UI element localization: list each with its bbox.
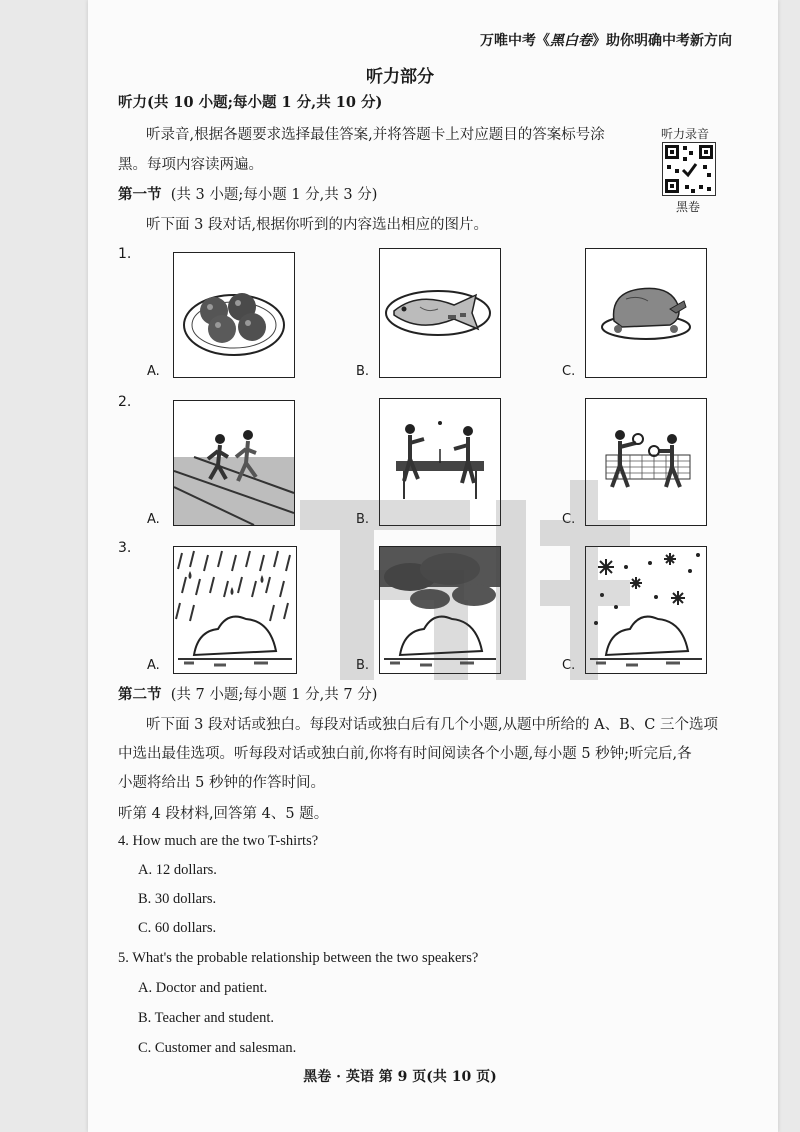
question-number: 1. — [118, 246, 132, 262]
instructions-line2: 黑。每项内容读两遍。 — [118, 157, 263, 173]
tennis-icon[interactable] — [585, 398, 707, 526]
snowy-icon[interactable] — [585, 546, 707, 674]
part2-direction-line3: 小题将给出 5 秒钟的作答时间。 — [118, 775, 325, 791]
answer-option[interactable]: B. 30 dollars. — [138, 891, 217, 907]
roast-chicken-icon[interactable] — [585, 248, 707, 378]
answer-option[interactable]: C. 60 dollars. — [138, 920, 217, 936]
header-book-title: 黑白卷 — [550, 33, 592, 49]
part1-detail: (共 3 小题;每小题 1 分,共 3 分) — [170, 187, 378, 203]
option-letter: B. — [356, 658, 370, 673]
option-letter: B. — [356, 512, 370, 527]
part2-direction-line2: 中选出最佳选项。听每段对话或独白前,你将有时间阅读各个小题,每小题 5 秒钟;听完后,各 — [118, 746, 692, 762]
part2-header — [118, 684, 377, 706]
meatballs-icon[interactable] — [173, 252, 295, 378]
option-letter: A. — [147, 512, 160, 527]
answer-option[interactable]: C. Customer and salesman. — [138, 1040, 297, 1056]
part2-detail: (共 7 小题;每小题 1 分,共 7 分) — [170, 687, 378, 703]
option-letter: A. — [147, 364, 160, 379]
part1-direction: 听下面 3 段对话,根据你听到的内容选出相应的图片。 — [146, 217, 489, 233]
header-suffix: 》助你明确中考新方向 — [592, 33, 732, 49]
part1-header — [118, 184, 377, 206]
option-letter: C. — [562, 658, 576, 673]
option-letter: C. — [562, 364, 576, 379]
ping-pong-icon[interactable] — [379, 398, 501, 526]
section-title: 听力部分 — [366, 67, 434, 87]
answer-option[interactable]: A. 12 dollars. — [138, 862, 217, 878]
rainy-icon[interactable] — [173, 546, 297, 674]
page-header — [480, 30, 732, 50]
question-stem: 4. How much are the two T-shirts? — [118, 833, 319, 849]
header-prefix: 万唯中考《 — [480, 33, 550, 49]
option-letter: C. — [562, 512, 576, 527]
page-footer: 黑卷 · 英语 第 9 页(共 10 页) — [303, 1069, 497, 1085]
qr-label: 听力录音 — [661, 127, 710, 141]
part2-direction-line1: 听下面 3 段对话或独白。每段对话或独白后有几个小题,从题中所给的 A、B、C 三个选项 — [146, 717, 718, 733]
running-icon[interactable] — [173, 400, 295, 526]
question-number: 2. — [118, 394, 132, 410]
option-letter: B. — [356, 364, 370, 379]
qr-code-icon[interactable] — [662, 142, 716, 196]
qr-name: 黑卷 — [676, 200, 701, 214]
answer-option[interactable]: B. Teacher and student. — [138, 1010, 275, 1026]
part1-heading: 第一节 — [118, 186, 162, 203]
material-instruction: 听第 4 段材料,回答第 4、5 题。 — [118, 806, 329, 822]
question-stem: 5. What's the probable relationship between the two speakers? — [118, 950, 479, 966]
option-letter: A. — [147, 658, 160, 673]
question-number: 3. — [118, 540, 132, 556]
cloudy-icon[interactable] — [379, 546, 501, 674]
answer-option[interactable]: A. Doctor and patient. — [138, 980, 268, 996]
instructions-line1: 听录音,根据各题要求选择最佳答案,并将答题卡上对应题目的答案标号涂 — [146, 127, 605, 143]
listening-intro: 听力(共 10 小题;每小题 1 分,共 10 分) — [118, 94, 383, 111]
fish-icon[interactable] — [379, 248, 501, 378]
part2-heading: 第二节 — [118, 686, 162, 703]
